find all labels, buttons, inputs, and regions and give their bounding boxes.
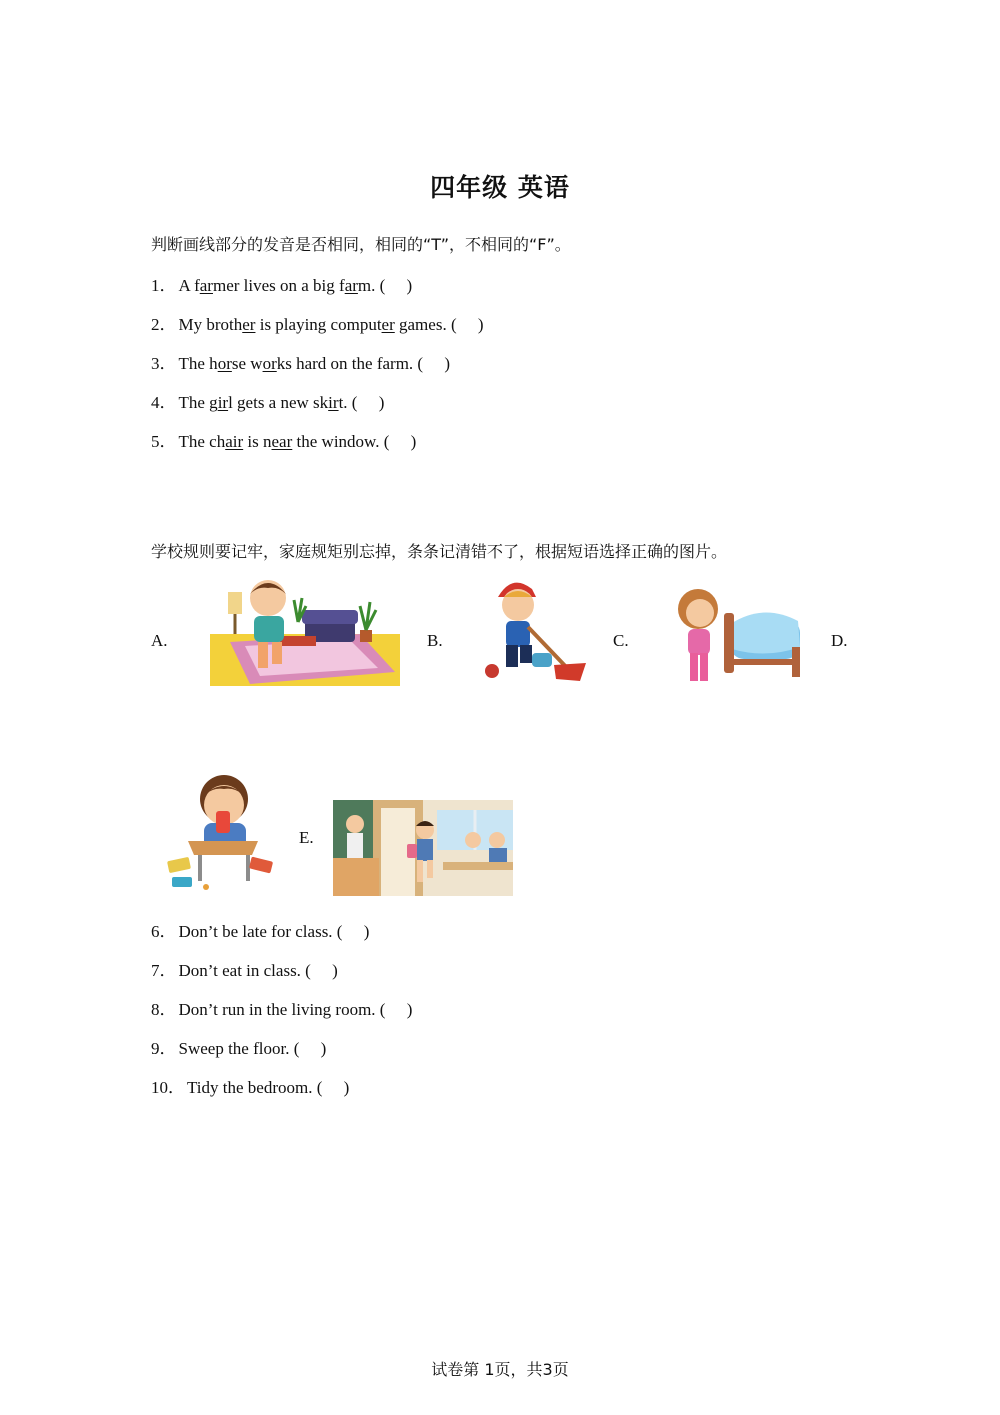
question-5: 5． The chair is near the window. ( ) — [151, 432, 417, 451]
picture-d-eating-in-class — [166, 771, 274, 893]
option-a-label: A. — [151, 631, 168, 650]
question-2: 2． My brother is playing computer games. ( ) — [151, 315, 484, 334]
question-4: 4． The girl gets a new skirt. ( ) — [151, 393, 385, 412]
question-8: 8． Don’t run in the living room. ( ) — [151, 1000, 413, 1019]
question-9: 9． Sweep the floor. ( ) — [151, 1039, 327, 1058]
page-footer: 试卷第 1页，共3页 — [431, 1360, 569, 1379]
option-d-label: D. — [831, 631, 848, 650]
section1-instruction: 判断画线部分的发音是否相同，相同的“T”，不相同的“F”。 — [151, 235, 571, 254]
question-7: 7． Don’t eat in class. ( ) — [151, 961, 338, 980]
question-10: 10． Tidy the bedroom. ( ) — [151, 1078, 350, 1097]
picture-c-tidy-bed — [672, 583, 804, 687]
question-6: 6． Don’t be late for class. ( ) — [151, 922, 370, 941]
question-3: 3． The horse works hard on the farm. ( ) — [151, 354, 450, 373]
picture-b-sweeping — [484, 575, 586, 687]
section2-instruction: 学校规则要记牢，家庭规矩别忘掉，条条记清错不了，根据短语选择正确的图片。 — [151, 542, 728, 561]
page-title: 四年级 英语 — [430, 173, 570, 202]
question-1: 1． A farmer lives on a big farm. ( ) — [151, 276, 413, 295]
picture-a-running-living-room — [210, 576, 400, 686]
option-e-label: E. — [299, 828, 314, 847]
option-c-label: C. — [613, 631, 629, 650]
picture-e-late-for-class — [333, 800, 513, 896]
option-b-label: B. — [427, 631, 443, 650]
